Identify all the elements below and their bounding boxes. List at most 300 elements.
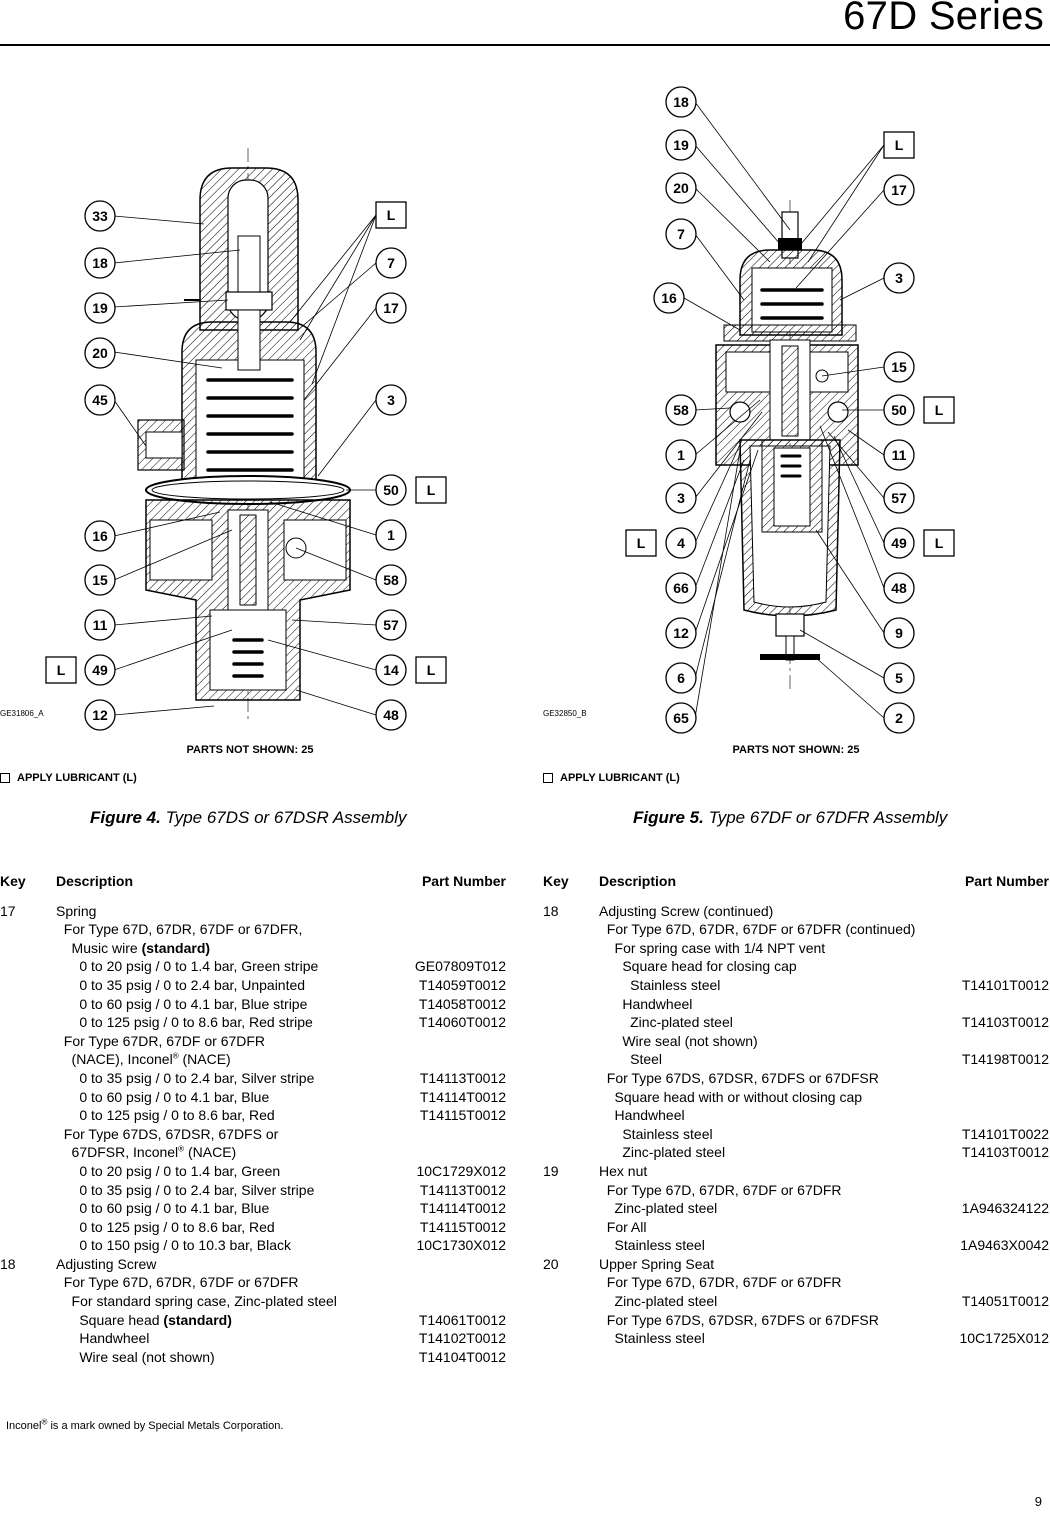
callout-bubble bbox=[884, 352, 914, 382]
svg-text:L: L bbox=[636, 535, 646, 551]
figure-4-drawing bbox=[0, 80, 520, 740]
row-key bbox=[0, 1125, 56, 1144]
row-key bbox=[543, 957, 599, 976]
row-key: 19 bbox=[543, 1162, 559, 1179]
row-description: 0 to 20 psig / 0 to 1.4 bar, Green stripe bbox=[56, 958, 319, 975]
callout-bubble bbox=[666, 573, 696, 603]
row-description: Zinc-plated steel bbox=[599, 1014, 733, 1031]
row-part-number: T14114T0012 bbox=[419, 1200, 506, 1217]
figure-4-parts-not-shown: PARTS NOT SHOWN: 25 bbox=[186, 744, 314, 756]
callout-bubble bbox=[666, 219, 696, 249]
callout-bubble bbox=[85, 201, 115, 231]
table-header bbox=[0, 872, 506, 891]
svg-text:6: 6 bbox=[677, 670, 685, 686]
lube-marker bbox=[416, 477, 446, 503]
row-description: For Type 67DR, 67DF or 67DFR bbox=[56, 1032, 266, 1049]
callout-bubble bbox=[884, 483, 914, 513]
row-key bbox=[0, 1218, 56, 1237]
callout-bubble bbox=[666, 395, 696, 425]
table-row bbox=[0, 1106, 506, 1125]
svg-text:48: 48 bbox=[891, 580, 907, 596]
table-row bbox=[0, 1218, 506, 1237]
callout-bubble bbox=[884, 263, 914, 293]
row-part-number: T14115T0012 bbox=[419, 1218, 506, 1235]
callout-bubble bbox=[666, 703, 696, 733]
table-row bbox=[543, 1273, 1049, 1292]
row-key bbox=[543, 995, 599, 1014]
table-row bbox=[0, 1125, 506, 1144]
row-part-number: GE07809T012 bbox=[414, 958, 506, 975]
figure-5-drawing-code: GE32850_B bbox=[543, 709, 587, 718]
row-description: For standard spring case, Zinc-plated steel bbox=[56, 1293, 337, 1310]
callout-bubble bbox=[666, 130, 696, 160]
table-row bbox=[0, 1236, 506, 1255]
row-description: For Type 67D, 67DR, 67DF or 67DFR, bbox=[56, 921, 303, 938]
table-row bbox=[543, 1106, 1049, 1125]
callout-bubble bbox=[85, 338, 115, 368]
row-description: Adjusting Screw bbox=[56, 1255, 157, 1272]
figure-5-drawing bbox=[540, 80, 1050, 740]
svg-text:49: 49 bbox=[92, 662, 108, 678]
table-row bbox=[543, 1218, 1049, 1237]
callout-bubble bbox=[376, 520, 406, 550]
figure-4-drawing-code: GE31806_A bbox=[0, 709, 44, 718]
row-part-number: T14198T0012 bbox=[961, 1051, 1049, 1068]
row-key bbox=[0, 1236, 56, 1255]
table-header bbox=[543, 872, 1049, 891]
table-row bbox=[543, 902, 1049, 921]
row-part-number: T14102T0012 bbox=[418, 1330, 506, 1347]
callout-bubble bbox=[884, 573, 914, 603]
table-row bbox=[543, 1162, 1049, 1181]
row-key bbox=[543, 1050, 599, 1069]
table-row bbox=[543, 1199, 1049, 1218]
svg-text:17: 17 bbox=[383, 300, 399, 316]
row-description: Spring bbox=[56, 902, 97, 919]
callout-bubble bbox=[884, 175, 914, 205]
row-key bbox=[0, 1143, 56, 1162]
table-row bbox=[543, 1032, 1049, 1051]
svg-text:58: 58 bbox=[383, 572, 399, 588]
svg-text:57: 57 bbox=[891, 490, 907, 506]
row-part-number: T14113T0012 bbox=[419, 1069, 506, 1086]
callout-bubble bbox=[85, 655, 115, 685]
row-key bbox=[543, 1199, 599, 1218]
row-part-number: T14104T0012 bbox=[418, 1348, 506, 1365]
table-row bbox=[0, 1050, 506, 1069]
row-key: 18 bbox=[0, 1255, 16, 1272]
row-description: 0 to 35 psig / 0 to 2.4 bar, Silver stripe bbox=[56, 1181, 315, 1198]
row-part-number: 1A946324122 bbox=[961, 1200, 1049, 1217]
figure-4-lubricant-legend: APPLY LUBRICANT (L) bbox=[0, 772, 137, 784]
page-number: 9 bbox=[1034, 1494, 1042, 1509]
row-key bbox=[543, 1143, 599, 1162]
table-row bbox=[0, 1292, 506, 1311]
callout-bubble bbox=[666, 483, 696, 513]
row-description: 67DFSR, Inconel® (NACE) bbox=[56, 1144, 237, 1161]
row-part-number: 10C1729X012 bbox=[416, 1162, 506, 1179]
row-key bbox=[0, 1292, 56, 1311]
svg-text:12: 12 bbox=[92, 707, 108, 723]
row-key bbox=[543, 1106, 599, 1125]
row-key bbox=[543, 1181, 599, 1200]
row-description: 0 to 125 psig / 0 to 8.6 bar, Red bbox=[56, 1218, 275, 1235]
table-row bbox=[543, 1143, 1049, 1162]
table-row bbox=[0, 1199, 506, 1218]
row-key: 18 bbox=[543, 902, 559, 919]
row-key bbox=[0, 1106, 56, 1125]
table-row bbox=[543, 1013, 1049, 1032]
svg-text:L: L bbox=[56, 662, 66, 678]
row-description: 0 to 125 psig / 0 to 8.6 bar, Red stripe bbox=[56, 1014, 313, 1031]
table-row bbox=[0, 1329, 506, 1348]
lube-marker bbox=[924, 530, 954, 556]
callout-bubble bbox=[376, 610, 406, 640]
svg-text:1: 1 bbox=[387, 527, 395, 543]
svg-text:2: 2 bbox=[895, 710, 903, 726]
row-key bbox=[0, 1329, 56, 1348]
callout-bubble bbox=[376, 655, 406, 685]
callout-bubble bbox=[666, 173, 696, 203]
row-part-number: T14060T0012 bbox=[418, 1014, 506, 1031]
svg-text:L: L bbox=[934, 535, 944, 551]
row-part-number: T14113T0012 bbox=[419, 1181, 506, 1198]
row-description: 0 to 60 psig / 0 to 4.1 bar, Blue stripe bbox=[56, 995, 308, 1012]
svg-text:57: 57 bbox=[383, 617, 399, 633]
trademark-footnote: Inconel® is a mark owned by Special Metals Corporation. bbox=[6, 1417, 284, 1432]
callout-bubble bbox=[85, 700, 115, 730]
row-description: For Type 67D, 67DR, 67DF or 67DFR bbox=[599, 1274, 842, 1291]
description-header: Description bbox=[599, 873, 677, 889]
row-description: Square head (standard) bbox=[56, 1311, 232, 1328]
callout-bubble bbox=[884, 618, 914, 648]
table-row bbox=[0, 1069, 506, 1088]
table-row bbox=[0, 957, 506, 976]
row-description: Adjusting Screw (continued) bbox=[599, 902, 774, 919]
row-description: For Type 67DS, 67DSR, 67DFS or bbox=[56, 1125, 279, 1142]
table-row bbox=[543, 1255, 1049, 1274]
table-row bbox=[0, 902, 506, 921]
callout-bubble bbox=[654, 283, 684, 313]
table-row bbox=[0, 939, 506, 958]
svg-text:3: 3 bbox=[677, 490, 685, 506]
callout-bubble bbox=[376, 565, 406, 595]
lube-marker bbox=[924, 397, 954, 423]
callout-bubble bbox=[376, 385, 406, 415]
table-row bbox=[0, 1311, 506, 1330]
figure-4-callouts-left bbox=[85, 201, 115, 730]
row-key bbox=[543, 1236, 599, 1255]
row-key bbox=[0, 920, 56, 939]
table-row bbox=[0, 1162, 506, 1181]
row-description: Zinc-plated steel bbox=[599, 1200, 718, 1217]
row-key bbox=[0, 1162, 56, 1181]
row-description: 0 to 60 psig / 0 to 4.1 bar, Blue bbox=[56, 1088, 270, 1105]
table-row bbox=[0, 1032, 506, 1051]
row-part-number: T14061T0012 bbox=[418, 1311, 506, 1328]
svg-text:65: 65 bbox=[673, 710, 689, 726]
parts-table-right bbox=[543, 872, 1049, 1348]
description-header: Description bbox=[56, 873, 134, 889]
svg-text:50: 50 bbox=[891, 402, 907, 418]
callout-bubble bbox=[376, 700, 406, 730]
callout-bubble bbox=[884, 395, 914, 425]
figure-5-lubricant-legend: APPLY LUBRICANT (L) bbox=[543, 772, 680, 784]
svg-text:7: 7 bbox=[677, 226, 685, 242]
row-part-number: T14103T0012 bbox=[961, 1144, 1049, 1161]
row-key bbox=[0, 976, 56, 995]
row-key bbox=[543, 1069, 599, 1088]
row-description: Square head with or without closing cap bbox=[599, 1088, 863, 1105]
callout-bubble bbox=[666, 87, 696, 117]
table-row bbox=[0, 995, 506, 1014]
callout-bubble bbox=[884, 440, 914, 470]
row-key bbox=[543, 1088, 599, 1107]
row-key bbox=[543, 1292, 599, 1311]
svg-text:7: 7 bbox=[387, 255, 395, 271]
svg-text:19: 19 bbox=[673, 137, 689, 153]
svg-text:18: 18 bbox=[92, 255, 108, 271]
svg-text:9: 9 bbox=[895, 625, 903, 641]
row-part-number: T14101T0022 bbox=[961, 1125, 1049, 1142]
table-row bbox=[543, 939, 1049, 958]
svg-text:4: 4 bbox=[677, 535, 685, 551]
svg-text:48: 48 bbox=[383, 707, 399, 723]
row-key bbox=[0, 939, 56, 958]
row-description: Steel bbox=[599, 1051, 663, 1068]
row-description: For Type 67D, 67DR, 67DF or 67DFR (continued) bbox=[599, 921, 916, 938]
svg-text:33: 33 bbox=[92, 208, 108, 224]
table-row bbox=[543, 1311, 1049, 1330]
row-key bbox=[0, 1069, 56, 1088]
callout-bubble bbox=[85, 385, 115, 415]
callout-bubble bbox=[666, 618, 696, 648]
row-key bbox=[543, 1013, 599, 1032]
callout-bubble bbox=[666, 663, 696, 693]
row-description: Stainless steel bbox=[599, 976, 721, 993]
row-description: 0 to 60 psig / 0 to 4.1 bar, Blue bbox=[56, 1200, 270, 1217]
figure-4-caption: Figure 4. Type 67DS or 67DSR Assembly bbox=[90, 808, 407, 827]
row-part-number: 10C1725X012 bbox=[959, 1330, 1049, 1347]
row-description: Hex nut bbox=[599, 1162, 648, 1179]
callout-bubble bbox=[376, 248, 406, 278]
row-description: 0 to 35 psig / 0 to 2.4 bar, Silver stripe bbox=[56, 1069, 315, 1086]
key-header: Key bbox=[0, 873, 26, 889]
callout-bubble bbox=[884, 663, 914, 693]
row-key bbox=[543, 939, 599, 958]
parts-table-left bbox=[0, 872, 506, 1366]
page-header-title: 67D Series bbox=[843, 0, 1044, 38]
svg-text:11: 11 bbox=[92, 617, 108, 633]
row-part-number: T14101T0012 bbox=[961, 976, 1049, 993]
svg-text:15: 15 bbox=[92, 572, 108, 588]
row-description: 0 to 20 psig / 0 to 1.4 bar, Green bbox=[56, 1162, 281, 1179]
row-key bbox=[543, 1218, 599, 1237]
row-key bbox=[0, 1199, 56, 1218]
svg-text:17: 17 bbox=[891, 182, 907, 198]
row-description: Wire seal (not shown) bbox=[599, 1032, 758, 1049]
table-row bbox=[543, 1069, 1049, 1088]
row-key bbox=[0, 1013, 56, 1032]
row-description: Zinc-plated steel bbox=[599, 1144, 726, 1161]
row-part-number: T14103T0012 bbox=[961, 1014, 1049, 1031]
svg-text:45: 45 bbox=[92, 392, 108, 408]
svg-text:3: 3 bbox=[387, 392, 395, 408]
figure-5-caption: Figure 5. Type 67DF or 67DFR Assembly bbox=[633, 808, 948, 827]
row-description: Stainless steel bbox=[599, 1330, 705, 1347]
table-row bbox=[543, 1125, 1049, 1144]
callout-bubble bbox=[85, 293, 115, 323]
row-key bbox=[543, 1329, 599, 1348]
row-description: Upper Spring Seat bbox=[599, 1255, 715, 1272]
table-row bbox=[543, 1088, 1049, 1107]
figure-5-parts-not-shown: PARTS NOT SHOWN: 25 bbox=[732, 744, 860, 756]
lubricant-legend-box bbox=[0, 773, 10, 783]
table-row bbox=[543, 1292, 1049, 1311]
table-row bbox=[0, 1348, 506, 1367]
table-row bbox=[0, 1181, 506, 1200]
row-key bbox=[0, 1181, 56, 1200]
table-row bbox=[543, 1329, 1049, 1348]
row-key bbox=[543, 1032, 599, 1051]
row-key: 17 bbox=[0, 902, 16, 919]
svg-text:18: 18 bbox=[673, 94, 689, 110]
callout-bubble bbox=[376, 475, 406, 505]
table-rows bbox=[543, 902, 1049, 1348]
row-description: Handwheel bbox=[599, 995, 693, 1012]
part-number-header: Part Number bbox=[964, 873, 1049, 889]
row-part-number: T14114T0012 bbox=[419, 1088, 506, 1105]
table-row bbox=[543, 1181, 1049, 1200]
table-row bbox=[543, 976, 1049, 995]
row-part-number: T14059T0012 bbox=[418, 976, 506, 993]
row-description: Handwheel bbox=[599, 1107, 685, 1124]
svg-text:L: L bbox=[894, 137, 904, 153]
row-description: (NACE), Inconel® (NACE) bbox=[56, 1051, 231, 1068]
svg-text:L: L bbox=[426, 482, 436, 498]
row-description: For Type 67DS, 67DSR, 67DFS or 67DFSR bbox=[599, 1069, 879, 1086]
row-key bbox=[0, 1311, 56, 1330]
table-row bbox=[0, 1143, 506, 1162]
table-row bbox=[543, 1236, 1049, 1255]
callout-bubble bbox=[85, 610, 115, 640]
table-row bbox=[0, 1255, 506, 1274]
callout-bubble bbox=[884, 703, 914, 733]
row-key bbox=[0, 1348, 56, 1367]
lube-marker bbox=[626, 530, 656, 556]
row-description: Square head for closing cap bbox=[599, 958, 797, 975]
svg-text:50: 50 bbox=[383, 482, 399, 498]
row-key bbox=[0, 1273, 56, 1292]
table-row bbox=[543, 957, 1049, 976]
svg-text:11: 11 bbox=[891, 447, 907, 463]
row-key bbox=[543, 1311, 599, 1330]
row-key bbox=[543, 976, 599, 995]
table-row bbox=[543, 995, 1049, 1014]
lube-marker bbox=[884, 132, 914, 158]
svg-text:3: 3 bbox=[895, 270, 903, 286]
table-row bbox=[543, 920, 1049, 939]
table-row bbox=[0, 976, 506, 995]
row-description: Stainless steel bbox=[599, 1237, 705, 1254]
svg-text:20: 20 bbox=[92, 345, 108, 361]
callout-bubble bbox=[666, 528, 696, 558]
row-description: For Type 67DS, 67DSR, 67DFS or 67DFSR bbox=[599, 1311, 879, 1328]
row-key bbox=[0, 957, 56, 976]
figure-5-callouts-left bbox=[654, 87, 696, 733]
key-header: Key bbox=[543, 873, 569, 889]
row-description: For spring case with 1/4 NPT vent bbox=[599, 939, 826, 956]
svg-text:19: 19 bbox=[92, 300, 108, 316]
part-number-header: Part Number bbox=[421, 873, 506, 889]
row-key bbox=[543, 1273, 599, 1292]
svg-text:12: 12 bbox=[673, 625, 689, 641]
row-key bbox=[0, 995, 56, 1014]
svg-text:15: 15 bbox=[891, 359, 907, 375]
svg-text:49: 49 bbox=[891, 535, 907, 551]
row-key bbox=[0, 1088, 56, 1107]
svg-text:16: 16 bbox=[92, 528, 108, 544]
svg-text:5: 5 bbox=[895, 670, 903, 686]
callout-bubble bbox=[85, 248, 115, 278]
svg-text:L: L bbox=[426, 662, 436, 678]
row-part-number: T14058T0012 bbox=[418, 995, 506, 1012]
svg-text:20: 20 bbox=[673, 180, 689, 196]
lube-marker bbox=[376, 202, 406, 228]
row-description: For Type 67D, 67DR, 67DF or 67DFR bbox=[599, 1181, 842, 1198]
row-key bbox=[543, 920, 599, 939]
callout-bubble bbox=[85, 565, 115, 595]
table-rows bbox=[0, 902, 506, 1367]
row-key bbox=[543, 1125, 599, 1144]
row-part-number: T14051T0012 bbox=[961, 1293, 1049, 1310]
row-key: 20 bbox=[543, 1255, 559, 1272]
row-description: For Type 67D, 67DR, 67DF or 67DFR bbox=[56, 1274, 299, 1291]
svg-text:14: 14 bbox=[383, 662, 399, 678]
svg-text:1: 1 bbox=[677, 447, 685, 463]
table-row bbox=[0, 920, 506, 939]
lube-marker bbox=[416, 657, 446, 683]
row-description: 0 to 35 psig / 0 to 2.4 bar, Unpainted bbox=[56, 976, 306, 993]
callout-bubble bbox=[884, 528, 914, 558]
svg-text:16: 16 bbox=[661, 290, 677, 306]
table-row bbox=[0, 1273, 506, 1292]
callout-bubble bbox=[376, 293, 406, 323]
callout-bubble bbox=[666, 440, 696, 470]
svg-text:58: 58 bbox=[673, 402, 689, 418]
row-description: Music wire (standard) bbox=[56, 939, 211, 956]
row-part-number: 10C1730X012 bbox=[416, 1237, 506, 1254]
figure-5-callouts-right bbox=[884, 175, 914, 733]
svg-text:L: L bbox=[386, 207, 396, 223]
callout-bubble bbox=[85, 521, 115, 551]
row-key bbox=[0, 1032, 56, 1051]
lube-marker bbox=[46, 657, 76, 683]
svg-text:66: 66 bbox=[673, 580, 689, 596]
row-description: For All bbox=[599, 1218, 647, 1235]
row-description: Stainless steel bbox=[599, 1125, 713, 1142]
row-description: 0 to 150 psig / 0 to 10.3 bar, Black bbox=[56, 1237, 292, 1254]
row-part-number: T14115T0012 bbox=[419, 1107, 506, 1124]
row-key bbox=[0, 1050, 56, 1069]
svg-text:L: L bbox=[934, 402, 944, 418]
table-row bbox=[0, 1013, 506, 1032]
row-description: Zinc-plated steel bbox=[599, 1293, 718, 1310]
lubricant-legend-box bbox=[543, 773, 553, 783]
row-part-number: 1A9463X0042 bbox=[960, 1237, 1049, 1254]
row-description: Handwheel bbox=[56, 1330, 150, 1347]
figure-4-callouts-right bbox=[376, 248, 406, 730]
